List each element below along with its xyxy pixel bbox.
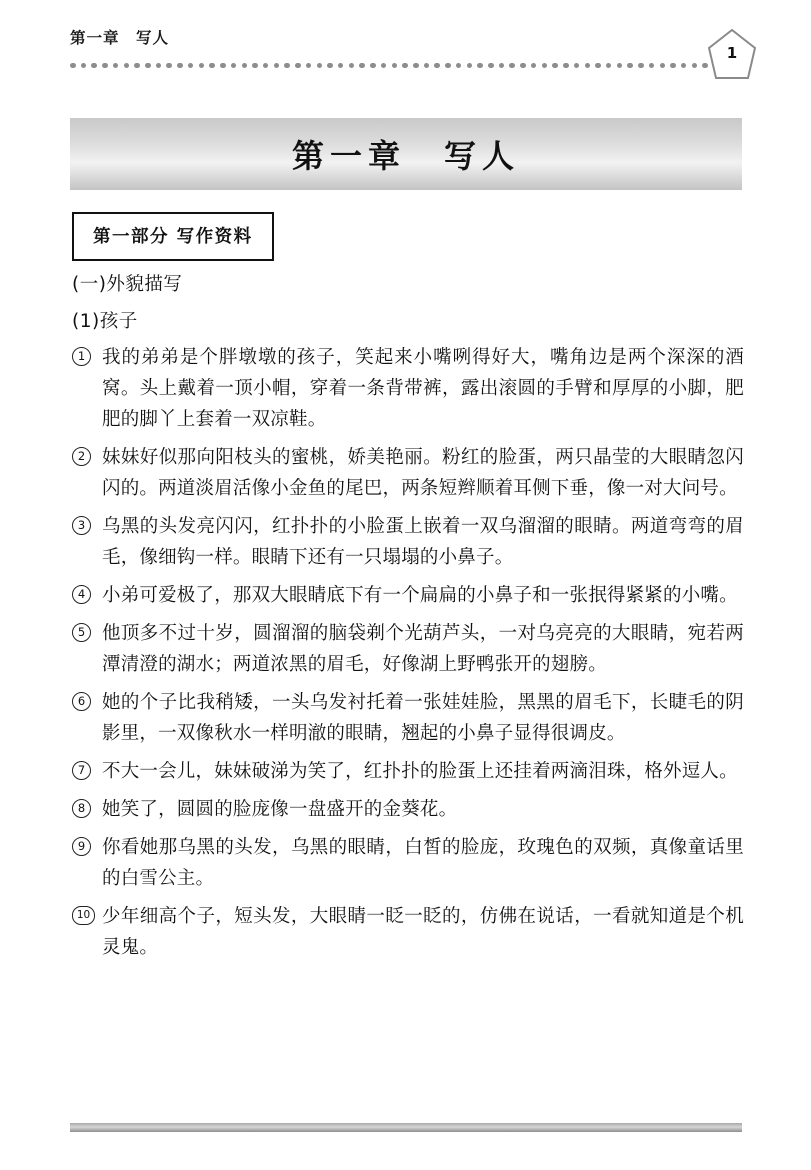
item-text: 我的弟弟是个胖墩墩的孩子，笑起来小嘴咧得好大，嘴角边是两个深深的酒窝。头上戴着一顶小帽，穿着一条背带裤，露出滚圆的手臂和厚厚的小脚，肥肥的脚丫上套着一双凉鞋。 [102, 347, 744, 430]
item-text: 你看她那乌黑的头发，乌黑的眼睛，白皙的脸庞，玫瑰色的双频，真像童话里的白雪公主。 [102, 837, 744, 889]
list-item [72, 687, 744, 749]
item-marker: 5 [72, 623, 91, 642]
page-number-badge [707, 28, 757, 80]
list-item [72, 794, 744, 825]
page-number: 1 [726, 44, 738, 62]
chapter-title: 第一章 写人 [291, 137, 520, 175]
list-item [72, 901, 744, 963]
footer-rule [70, 1123, 742, 1132]
list-item [72, 618, 744, 680]
header-dotted-rule [70, 62, 708, 69]
document-content [72, 270, 744, 970]
item-text: 她笑了，圆圆的脸庞像一盘盛开的金葵花。 [102, 799, 458, 820]
item-text: 妹妹好似那向阳枝头的蜜桃，娇美艳丽。粉红的脸蛋，两只晶莹的大眼睛忽闪闪的。两道淡眉活像小金鱼的尾巴，两条短辫顺着耳侧下垂，像一对大问号。 [102, 447, 744, 499]
list-item [72, 580, 744, 611]
item-marker: 1 [72, 347, 91, 366]
numbered-passage-list [72, 342, 744, 963]
item-marker: 4 [72, 585, 91, 604]
item-text: 乌黑的头发亮闪闪，红扑扑的小脸蛋上嵌着一双乌溜溜的眼睛。两道弯弯的眉毛，像细钩一样。眼睛下还有一只塌塌的小鼻子。 [102, 516, 744, 568]
item-marker: 9 [72, 837, 91, 856]
subsection-heading-children: (1)孩子 [72, 311, 138, 332]
list-item [72, 342, 744, 435]
item-text: 少年细高个子，短头发，大眼睛一眨一眨的，仿佛在说话，一看就知道是个机灵鬼。 [102, 906, 744, 958]
subsection-heading-outline: (一)外貌描写 [72, 274, 183, 295]
item-text: 不大一会儿，妹妹破涕为笑了，红扑扑的脸蛋上还挂着两滴泪珠，格外逗人。 [102, 761, 738, 782]
item-marker: 2 [72, 447, 91, 466]
list-item [72, 442, 744, 504]
item-text: 她的个子比我稍矮，一头乌发衬托着一张娃娃脸，黑黑的眉毛下，长睫毛的阴影里，一双像秋水一样明澈的眼睛，翘起的小鼻子显得很调皮。 [102, 692, 744, 744]
item-marker: 8 [72, 799, 91, 818]
section-label-box [72, 212, 274, 261]
list-item [72, 756, 744, 787]
item-marker: 7 [72, 761, 91, 780]
chapter-title-band [70, 118, 742, 190]
section-label: 第一部分 写作资料 [93, 227, 253, 247]
list-item [72, 832, 744, 894]
running-header-title: 第一章 写人 [70, 29, 170, 47]
item-marker: 10 [72, 906, 95, 925]
item-text: 小弟可爱极了，那双大眼睛底下有一个扁扁的小鼻子和一张抿得紧紧的小嘴。 [102, 585, 738, 606]
item-marker: 6 [72, 692, 91, 711]
item-marker: 3 [72, 516, 91, 535]
list-item [72, 511, 744, 573]
running-header [70, 28, 751, 58]
item-text: 他顶多不过十岁，圆溜溜的脑袋剃个光葫芦头，一对乌亮亮的大眼睛，宛若两潭清澄的湖水；两道浓黑的眉毛，好像湖上野鸭张开的翅膀。 [102, 623, 744, 675]
